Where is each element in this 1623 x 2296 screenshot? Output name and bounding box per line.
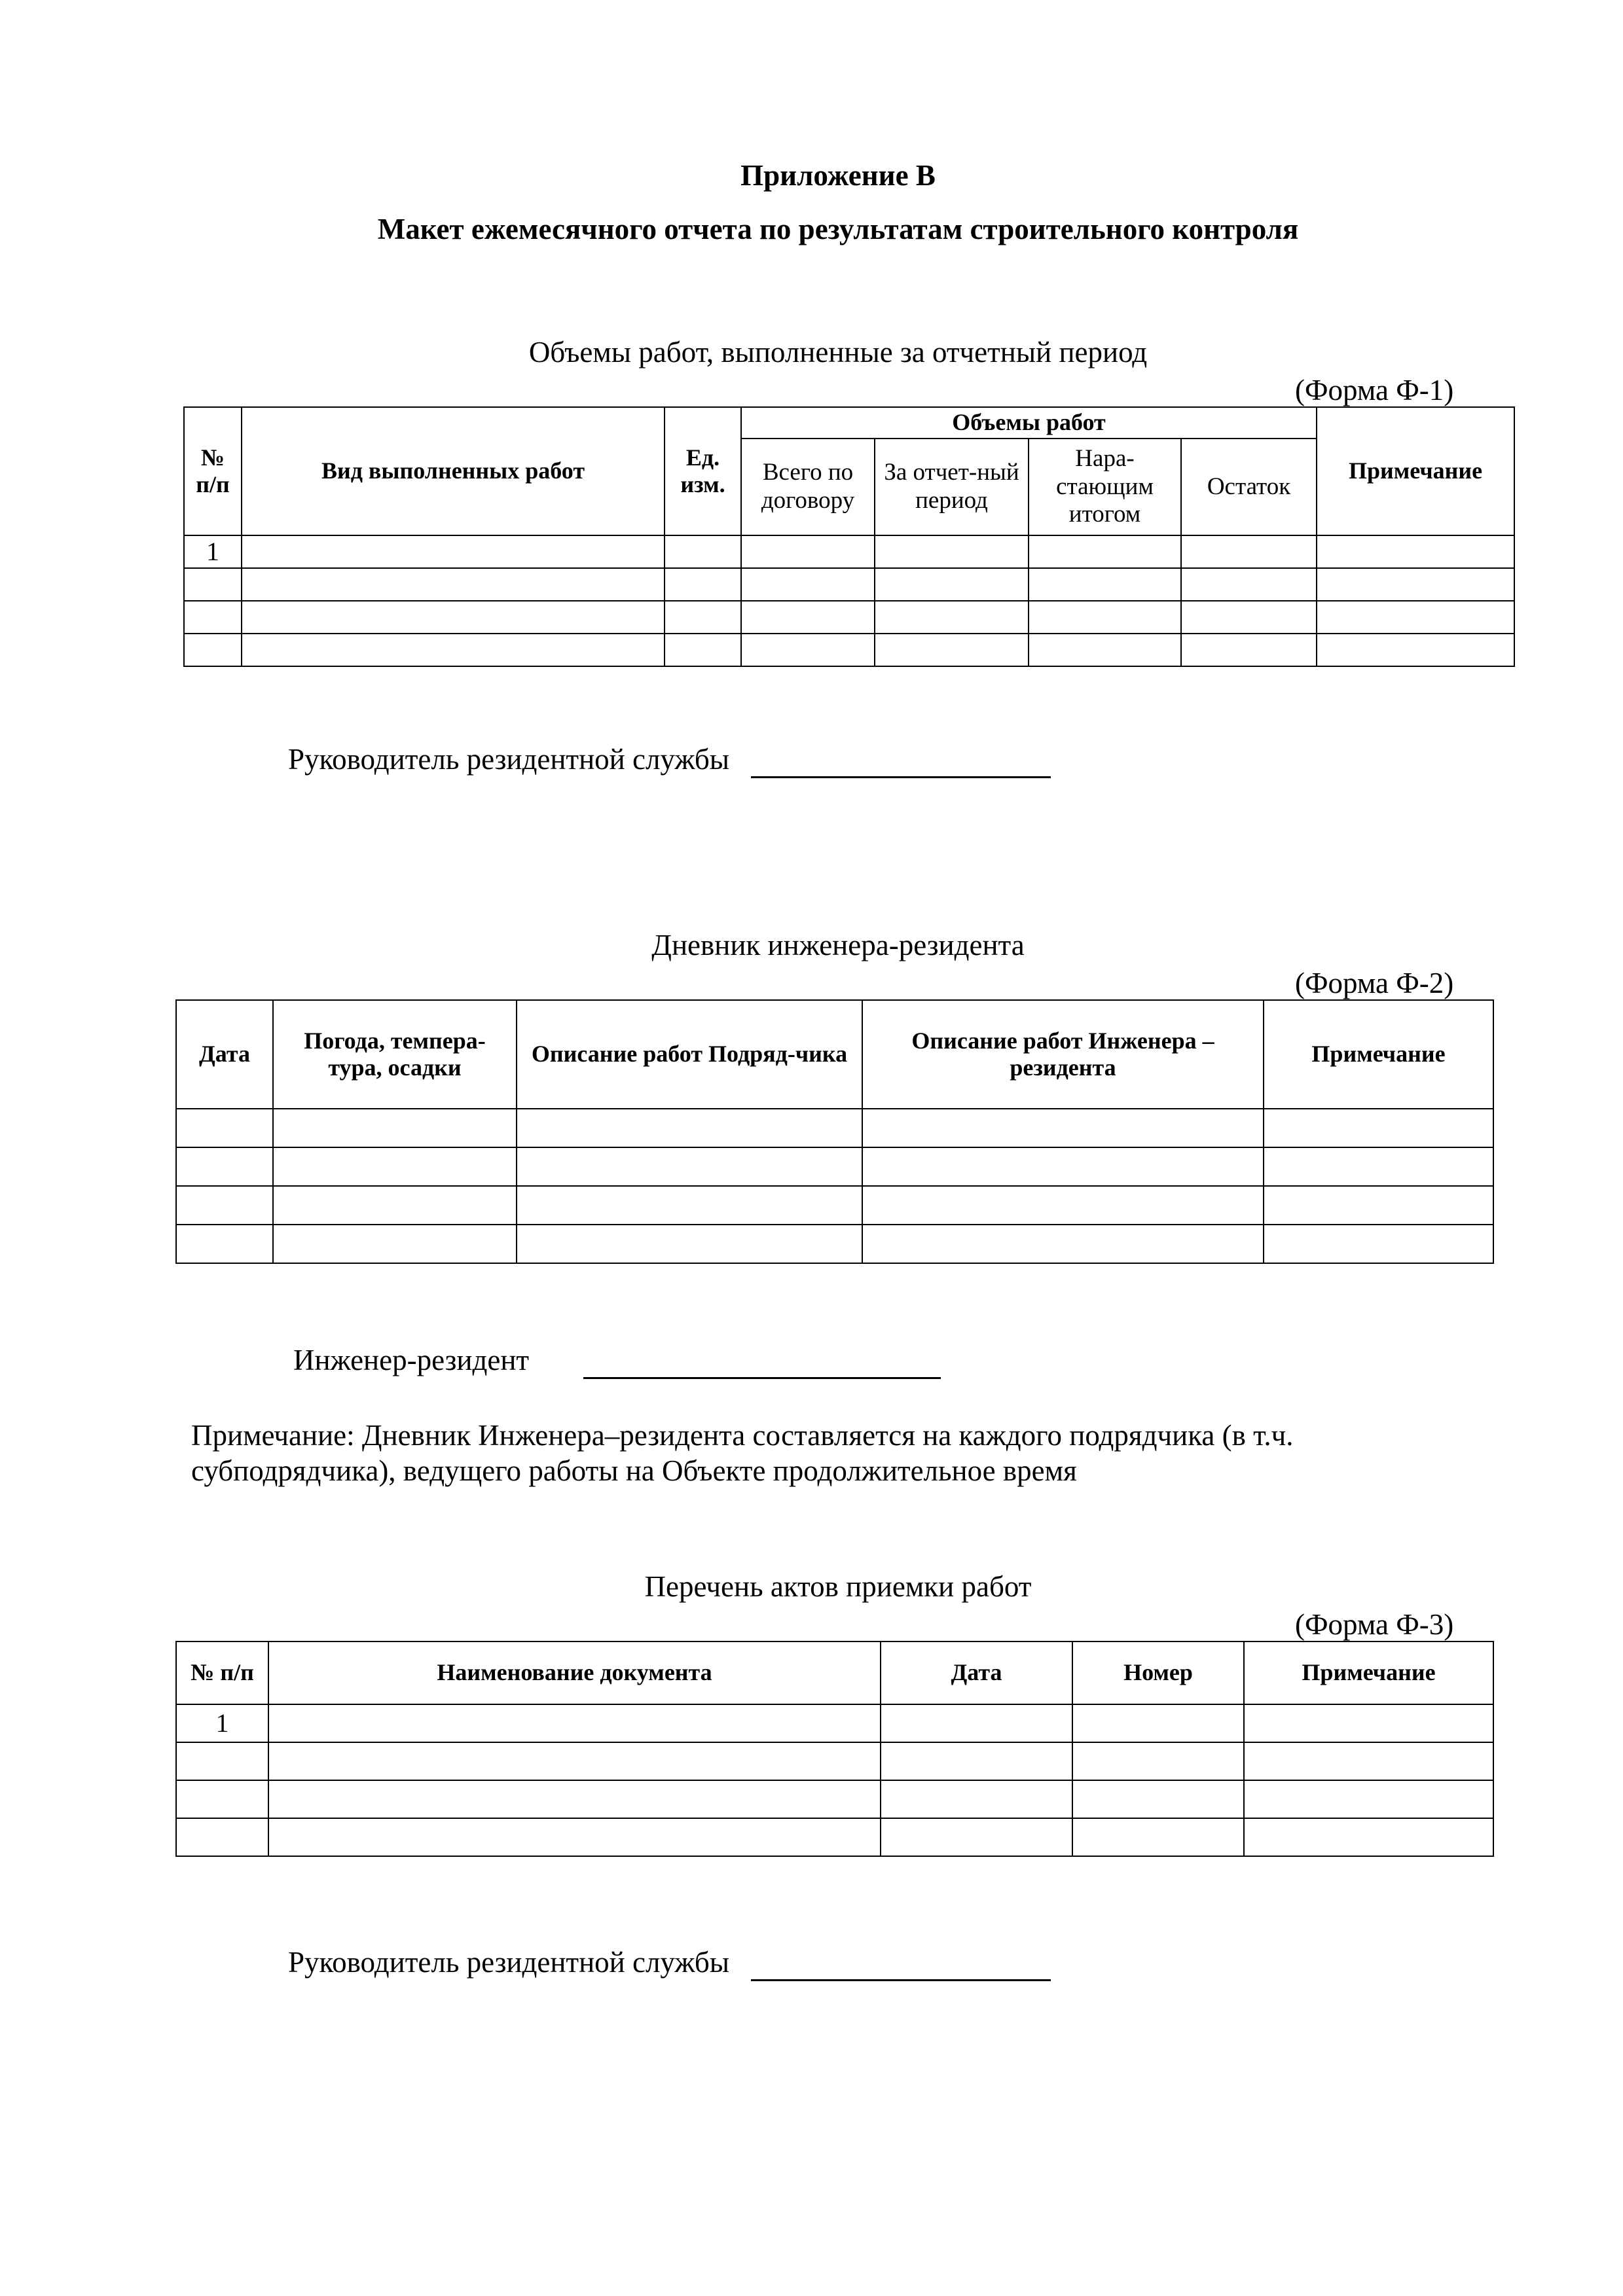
table-row — [176, 1818, 1493, 1856]
form2-signature-label: Инженер-резидент — [293, 1344, 530, 1376]
form1-signature-label: Руководитель резидентной службы — [288, 743, 729, 776]
form3-caption: Перечень актов приемки работ — [644, 1570, 1032, 1603]
table-cell — [1072, 1704, 1244, 1742]
form3-label: (Форма Ф-3) — [1295, 1608, 1454, 1641]
form1-caption: Объемы работ, выполненные за отчетный период — [528, 336, 1148, 368]
table-cell — [517, 1186, 862, 1225]
header-note: Примечание — [1317, 407, 1514, 535]
header-date: Дата — [881, 1641, 1072, 1704]
table-cell — [1072, 1818, 1244, 1856]
table-cell — [1029, 568, 1181, 601]
table-cell — [1264, 1109, 1493, 1147]
table-cell — [1029, 535, 1181, 568]
table-row — [176, 1225, 1493, 1263]
table-cell — [273, 1147, 517, 1186]
table-cell — [862, 1225, 1264, 1263]
table-cell — [665, 634, 741, 666]
table-cell — [741, 568, 875, 601]
table-cell — [184, 601, 242, 634]
table-cell — [1264, 1186, 1493, 1225]
header-number: Номер — [1072, 1641, 1244, 1704]
table-cell — [1072, 1780, 1244, 1818]
form3-signature-label: Руководитель резидентной службы — [288, 1946, 729, 1979]
header-work-type: Вид выполненных работ — [242, 407, 665, 535]
table-cell — [741, 601, 875, 634]
table-cell — [881, 1742, 1072, 1780]
header-date: Дата — [176, 1000, 273, 1109]
table-cell — [273, 1225, 517, 1263]
table-cell — [1264, 1225, 1493, 1263]
table-cell — [517, 1109, 862, 1147]
table-cell — [517, 1225, 862, 1263]
table-cell — [242, 535, 665, 568]
table-cell — [1317, 634, 1514, 666]
table-row — [176, 1742, 1493, 1780]
table-cell — [875, 568, 1029, 601]
table-row — [176, 1186, 1493, 1225]
table-row — [176, 1109, 1493, 1147]
form1-signature — [288, 742, 1051, 778]
table-cell — [1264, 1147, 1493, 1186]
table-cell — [1317, 601, 1514, 634]
header-volumes: Объемы работ — [741, 407, 1317, 439]
table-cell — [881, 1780, 1072, 1818]
header-reporting-period: За отчет-ный период — [875, 439, 1029, 535]
table-cell — [176, 1109, 273, 1147]
table-cell — [268, 1704, 881, 1742]
header-remainder: Остаток — [1181, 439, 1317, 535]
table-cell — [881, 1704, 1072, 1742]
table-cell — [1317, 535, 1514, 568]
header-contractor-work: Описание работ Подряд-чика — [517, 1000, 862, 1109]
table-cell — [875, 601, 1029, 634]
form1-signature-line[interactable] — [751, 742, 1051, 778]
table-row — [184, 601, 1514, 634]
table-cell — [862, 1109, 1264, 1147]
table-cell — [1317, 568, 1514, 601]
form1-table — [183, 406, 1515, 667]
form1-label: (Форма Ф-1) — [1295, 374, 1454, 406]
table-cell — [1181, 634, 1317, 666]
table-cell — [184, 634, 242, 666]
form3-table — [175, 1641, 1494, 1857]
table-cell — [881, 1818, 1072, 1856]
table-cell — [862, 1186, 1264, 1225]
table-cell — [741, 634, 875, 666]
header-note: Примечание — [1264, 1000, 1493, 1109]
table-cell — [875, 535, 1029, 568]
header-num: № п/п — [176, 1641, 268, 1704]
table-cell — [242, 634, 665, 666]
header-document-name: Наименование документа — [268, 1641, 881, 1704]
table-row — [184, 535, 1514, 568]
header-weather: Погода, темпера-тура, осадки — [273, 1000, 517, 1109]
table-cell — [176, 1147, 273, 1186]
table-cell — [242, 568, 665, 601]
table-cell — [1072, 1742, 1244, 1780]
table-cell — [741, 535, 875, 568]
header-num: № п/п — [184, 407, 242, 535]
table-cell — [1181, 535, 1317, 568]
table-cell — [1181, 601, 1317, 634]
table-cell — [1029, 601, 1181, 634]
table-cell — [273, 1186, 517, 1225]
form3-signature-line[interactable] — [751, 1945, 1051, 1981]
form2-remark: Примечание: Дневник Инженера–резидента составляется на каждого подрядчика (в т.ч. субподрядчика), ведущего работы на Объекте продолжительное время — [191, 1419, 1294, 1487]
table-row — [176, 1704, 1493, 1742]
table-cell — [176, 1818, 268, 1856]
appendix-label: Приложение В — [740, 159, 936, 192]
table-row — [176, 1147, 1493, 1186]
form2-signature — [293, 1343, 941, 1379]
header-note: Примечание — [1244, 1641, 1493, 1704]
header-cumulative: Нара-стающим итогом — [1029, 439, 1181, 535]
table-cell: 1 — [176, 1704, 268, 1742]
table-cell — [517, 1147, 862, 1186]
table-row — [184, 634, 1514, 666]
table-row — [184, 568, 1514, 601]
table-cell — [1181, 568, 1317, 601]
header-engineer-work: Описание работ Инженера – резидента — [862, 1000, 1264, 1109]
form3-signature — [288, 1945, 1051, 1981]
table-cell — [273, 1109, 517, 1147]
table-cell — [665, 535, 741, 568]
form2-caption: Дневник инженера-резидента — [651, 929, 1025, 961]
table-cell — [875, 634, 1029, 666]
table-cell — [176, 1780, 268, 1818]
table-cell — [1244, 1780, 1493, 1818]
table-cell — [242, 601, 665, 634]
table-cell — [268, 1742, 881, 1780]
form2-table — [175, 999, 1494, 1264]
table-cell — [268, 1780, 881, 1818]
table-row — [176, 1780, 1493, 1818]
table-cell — [184, 568, 242, 601]
table-cell — [176, 1742, 268, 1780]
table-cell: 1 — [184, 535, 242, 568]
table-cell — [1244, 1704, 1493, 1742]
form2-signature-line[interactable] — [583, 1343, 941, 1379]
form2-label: (Форма Ф-2) — [1295, 967, 1454, 999]
table-cell — [268, 1818, 881, 1856]
table-cell — [1244, 1818, 1493, 1856]
table-cell — [176, 1186, 273, 1225]
table-cell — [1029, 634, 1181, 666]
header-total-contract: Всего по договору — [741, 439, 875, 535]
header-unit: Ед. изм. — [665, 407, 741, 535]
table-cell — [862, 1147, 1264, 1186]
table-cell — [176, 1225, 273, 1263]
table-cell — [1244, 1742, 1493, 1780]
table-cell — [665, 568, 741, 601]
document-title: Макет ежемесячного отчета по результатам строительного контроля — [377, 213, 1299, 245]
table-cell — [665, 601, 741, 634]
